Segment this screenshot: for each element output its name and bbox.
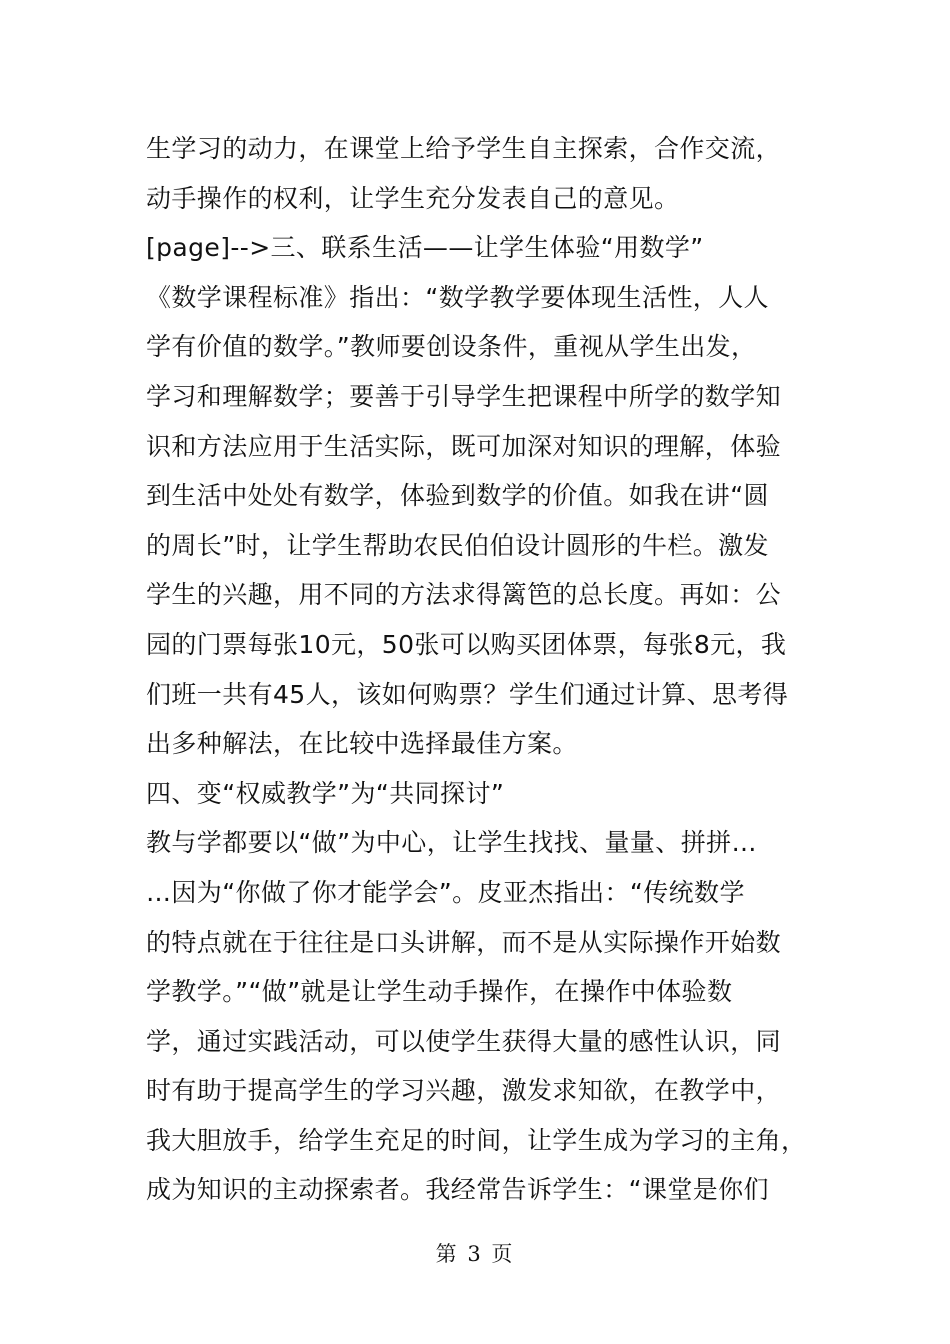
body-text <box>146 124 806 1215</box>
text-line: 成为知识的主动探索者。我经常告诉学生：“课堂是你们 <box>146 1175 769 1205</box>
text-line: 到生活中处处有数学，体验到数学的价值。如我在讲“圆 <box>146 481 769 511</box>
text-line: …因为“你做了你才能学会”。皮亚杰指出：“传统数学 <box>146 877 745 907</box>
section-heading: [page]-->三、联系生活——让学生体验“用数学” <box>146 233 704 263</box>
text-line: 们班一共有45人，该如何购票？学生们通过计算、思考得 <box>146 679 789 709</box>
text-line: 学有价值的数学。”教师要创设条件，重视从学生出发， <box>146 332 757 362</box>
text-line: 的特点就在于往往是口头讲解，而不是从实际操作开始数 <box>146 927 782 957</box>
text-line: 园的门票每张10元，50张可以购买团体票，每张8元，我 <box>146 629 787 659</box>
text-line: 学教学。”“做”就是让学生动手操作，在操作中体验数 <box>146 977 733 1007</box>
text-line: 《数学课程标准》指出：“数学教学要体现生活性，人人 <box>146 282 769 312</box>
text-line: 教与学都要以“做”为中心，让学生找找、量量、拼拼… <box>146 828 757 858</box>
text-line: 动手操作的权利，让学生充分发表自己的意见。 <box>146 183 680 213</box>
text-line: 我大胆放手，给学生充足的时间，让学生成为学习的主角， <box>146 1125 807 1155</box>
text-line: 识和方法应用于生活实际，既可加深对知识的理解，体验 <box>146 431 782 461</box>
text-line: 生学习的动力，在课堂上给予学生自主探索，合作交流， <box>146 134 782 163</box>
text-line: 学习和理解数学；要善于引导学生把课程中所学的数学知 <box>146 381 782 411</box>
text-line: 出多种解法，在比较中选择最佳方案。 <box>146 729 578 759</box>
text-line: 时有助于提高学生的学习兴趣，激发求知欲，在教学中， <box>146 1076 782 1106</box>
section-heading: 四、变“权威教学”为“共同探讨” <box>146 778 505 808</box>
text-line: 学生的兴趣，用不同的方法求得篱笆的总长度。再如：公 <box>146 580 782 610</box>
text-line: 的周长”时，让学生帮助农民伯伯设计圆形的牛栏。激发 <box>146 530 769 560</box>
text-line: 学，通过实践活动，可以使学生获得大量的感性认识，同 <box>146 1026 782 1056</box>
page-number: 第 3 页 <box>435 1242 515 1266</box>
